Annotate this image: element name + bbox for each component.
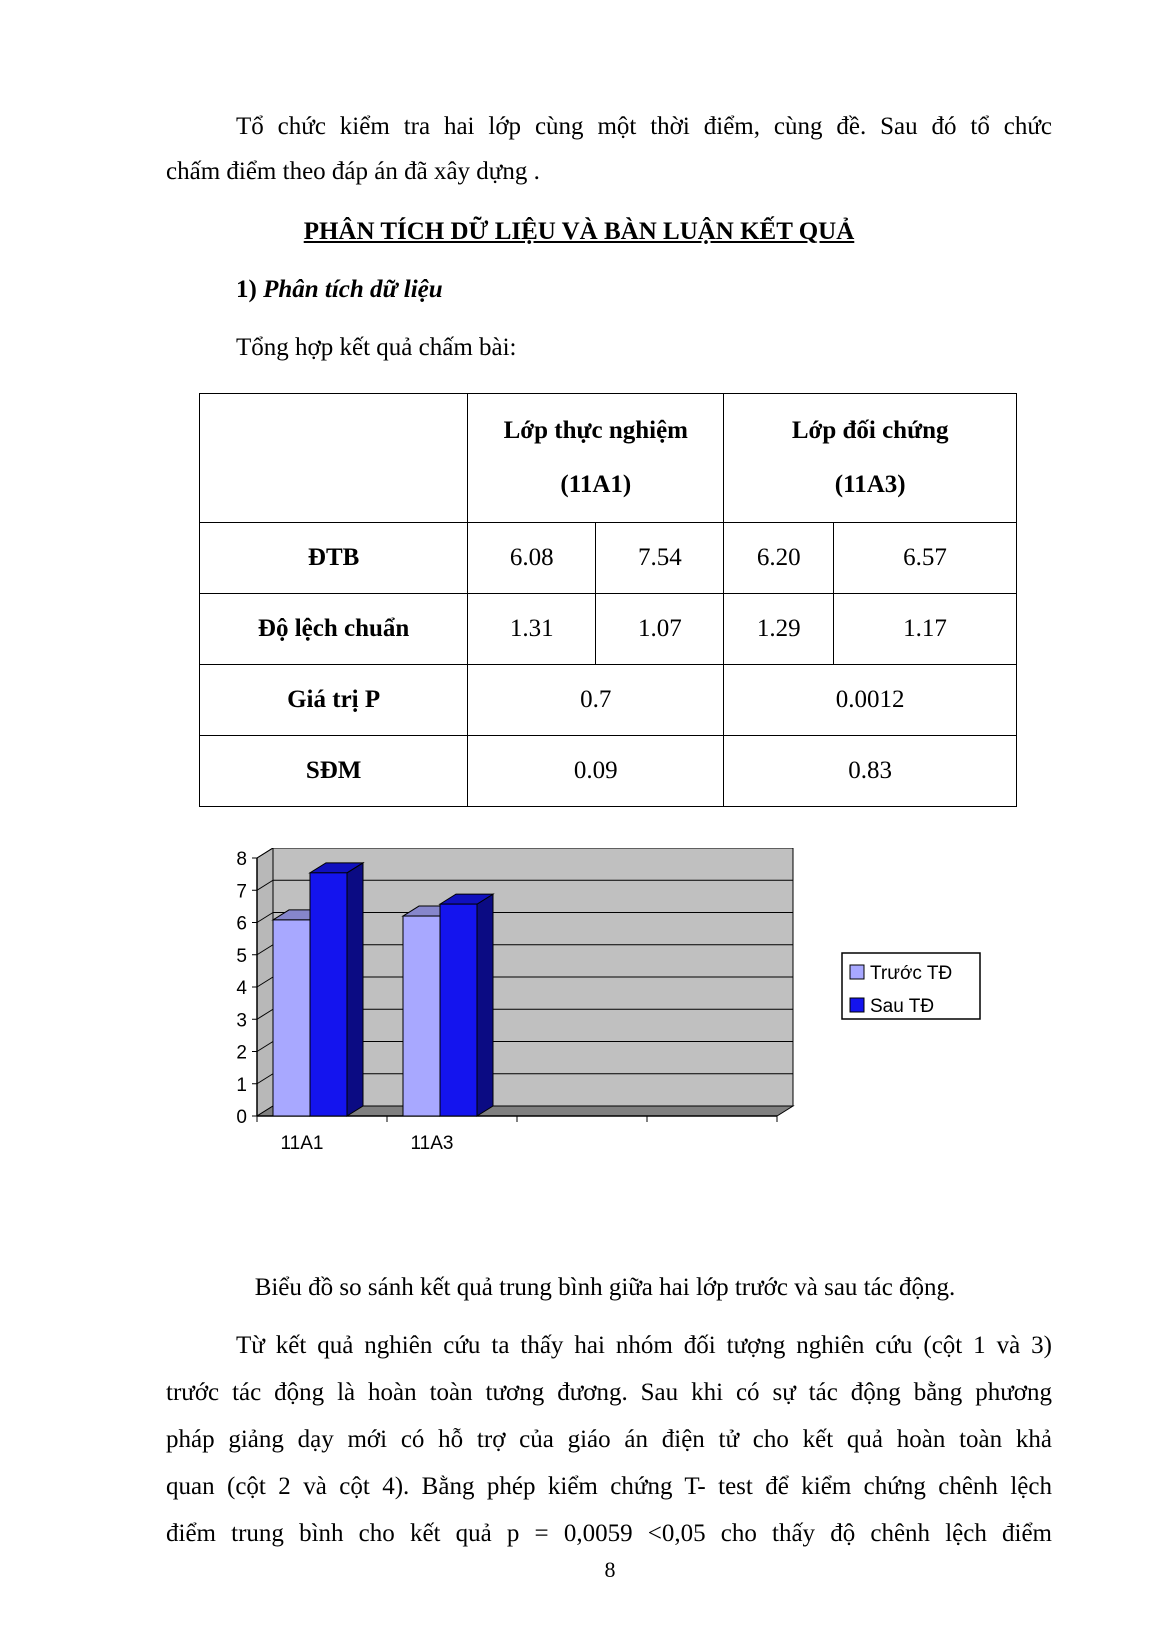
intro-line-2: chấm điểm theo đáp án đã xây dựng . [166, 158, 540, 185]
row-label: SĐM [200, 736, 468, 807]
table-header-row [200, 394, 1017, 523]
table-cell: 1.17 [834, 594, 1017, 665]
table-cell: 0.83 [724, 736, 1017, 807]
table-cell: 6.20 [724, 523, 834, 594]
subheading-title: Phân tích dữ liệu [263, 276, 443, 303]
discussion-line-5: điểm trung bình cho kết quả p = 0,0059 <0,05 cho thấy độ chênh lệch điểm [166, 1520, 1052, 1547]
y-tick-label: 7 [236, 881, 247, 903]
header-control-code: (11A3) [834, 471, 906, 498]
y-tick-label: 4 [236, 978, 247, 999]
y-tick-label: 2 [236, 1042, 247, 1064]
subheading-number: 1) [236, 276, 257, 303]
discussion-paragraph [166, 1322, 1052, 1557]
row-label: Giá trị P [200, 665, 468, 736]
table-cell: 7.54 [596, 523, 724, 594]
bar [440, 904, 477, 1116]
y-tick-label: 6 [236, 913, 247, 935]
bar [273, 920, 310, 1116]
intro-line-1: Tổ chức kiểm tra hai lớp cùng một thời điểm, cùng đề. Sau đó tổ chức [236, 113, 1052, 140]
table-cell: 0.09 [468, 736, 724, 807]
table-row-p-value [200, 665, 1017, 736]
bar-chart [222, 848, 1042, 1188]
section-heading: PHÂN TÍCH DỮ LIỆU VÀ BÀN LUẬN KẾT QUẢ [303, 218, 855, 245]
discussion-line-4: quan (cột 2 và cột 4). Bằng phép kiểm chứng T- test để kiểm chứng chênh lệch [166, 1473, 1052, 1500]
y-tick-label: 8 [236, 849, 247, 870]
table-intro: Tổng hợp kết quả chấm bài: [236, 334, 517, 361]
bar [403, 916, 440, 1116]
x-tick-label: 11A3 [410, 1133, 454, 1154]
table-row-stddev [200, 594, 1017, 665]
table-cell: 1.31 [468, 594, 596, 665]
bar-side [477, 894, 493, 1116]
x-tick-label: 11A1 [280, 1133, 324, 1154]
y-tick-label: 5 [236, 945, 247, 967]
row-label: ĐTB [200, 523, 468, 594]
legend-label: Sau TĐ [870, 996, 935, 1017]
header-experimental-name: Lớp thực nghiệm [503, 417, 689, 444]
y-tick-label: 1 [236, 1074, 247, 1096]
legend-swatch [850, 965, 864, 979]
table-row-mean [200, 523, 1017, 594]
table-cell: 0.7 [468, 665, 724, 736]
discussion-line-3: pháp giảng dạy mới có hỗ trợ của giáo án điện tử cho kết quả hoàn toàn khả [166, 1426, 1052, 1453]
table-cell: 0.0012 [724, 665, 1017, 736]
y-tick-label: 3 [236, 1010, 247, 1032]
results-table [199, 393, 1017, 807]
header-control-name: Lớp đối chứng [791, 417, 949, 444]
table-cell: 1.29 [724, 594, 834, 665]
bar-side [347, 863, 363, 1116]
table-cell: 1.07 [596, 594, 724, 665]
legend-swatch [850, 998, 864, 1012]
header-control-class [724, 394, 1017, 523]
table-header-empty [200, 394, 468, 523]
legend-label: Trước TĐ [870, 963, 953, 984]
discussion-line-1: Từ kết quả nghiên cứu ta thấy hai nhóm đối tượng nghiên cứu (cột 1 và 3) [236, 1332, 1052, 1359]
chart-x-axis [257, 1116, 777, 1154]
y-tick-label: 0 [236, 1107, 247, 1128]
header-experimental-class [468, 394, 724, 523]
chart-caption: Biểu đồ so sánh kết quả trung bình giữa hai lớp trước và sau tác động. [254, 1274, 956, 1301]
table-cell: 6.08 [468, 523, 596, 594]
discussion-line-2: trước tác động là hoàn toàn tương đương. Sau khi có sự tác động bằng phương [166, 1379, 1052, 1406]
chart-legend [842, 953, 980, 1019]
header-experimental-code: (11A1) [560, 471, 632, 498]
subheading [236, 270, 443, 310]
bar [310, 873, 347, 1116]
table-row-effect-size [200, 736, 1017, 807]
row-label: Độ lệch chuẩn [200, 594, 468, 665]
intro-paragraph [166, 104, 1052, 194]
chart-y-axis [236, 849, 257, 1128]
table-cell: 6.57 [834, 523, 1017, 594]
page-number: 8 [604, 1557, 616, 1582]
